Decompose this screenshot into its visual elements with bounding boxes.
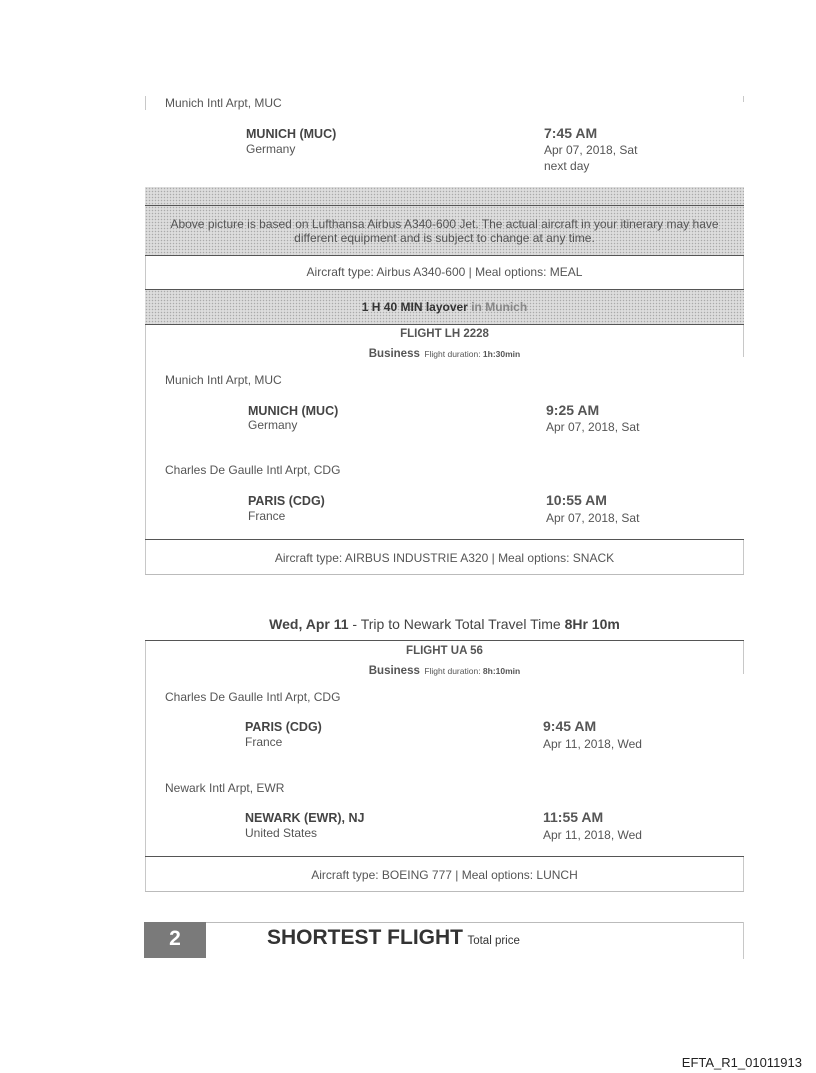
arrival-airport: Munich Intl Arpt, MUC: [165, 96, 282, 110]
layover-duration: 1 H 40 MIN layover: [361, 300, 468, 314]
lh2228-arrival-airport: Charles De Gaulle Intl Arpt, CDG: [165, 463, 341, 477]
option-title[interactable]: [267, 926, 520, 950]
ua56-arrival-date: Apr 11, 2018, Wed: [543, 828, 642, 842]
arrival-time: 7:45 AM: [544, 125, 598, 141]
flight-lh2228-meta: [145, 344, 744, 362]
arrival-next-day-note: next day: [544, 159, 590, 173]
flight-ua56-meta: [145, 661, 744, 679]
layover-text: [145, 300, 744, 314]
flight-lh2228-cabin: Business: [368, 348, 420, 360]
ua56-departure-country: France: [245, 735, 283, 749]
ua56-arrival-city: NEWARK (EWR), NJ: [245, 811, 365, 825]
option-subtitle: Total price: [467, 935, 520, 947]
option-title-text: SHORTEST FLIGHT: [267, 926, 463, 949]
flight-ua56-duration-label: Flight duration:: [424, 666, 483, 676]
layover-location: in Munich: [467, 300, 528, 314]
document-id: EFTA_R1_01011913: [681, 1055, 802, 1070]
ua56-arrival-airport: Newark Intl Arpt, EWR: [165, 781, 285, 795]
flight-lh2228-duration-label: Flight duration:: [424, 349, 483, 359]
arrival-date: Apr 07, 2018, Sat: [544, 143, 638, 157]
flight-lh2228-duration: 1h:30min: [482, 349, 521, 359]
lh2228-departure-country: Germany: [248, 418, 298, 432]
trip-text: - Trip to Newark Total Travel Time: [348, 616, 565, 632]
trip-total-time: 8Hr 10m: [564, 616, 620, 632]
ua56-arrival-time: 11:55 AM: [543, 809, 604, 825]
aircraft-info-a340: Aircraft type: Airbus A340-600 | Meal options: MEAL: [306, 265, 583, 279]
lh2228-departure-city: MUNICH (MUC): [248, 404, 339, 418]
option-number: 2: [169, 927, 181, 950]
lh2228-departure-airport: Munich Intl Arpt, MUC: [165, 373, 282, 387]
ua56-arrival-country: United States: [245, 826, 318, 840]
lh2228-arrival-country: France: [248, 509, 286, 523]
ua56-departure-city: PARIS (CDG): [245, 720, 322, 734]
flight-ua56-number: FLIGHT UA 56: [406, 645, 483, 657]
ua56-departure-airport: Charles De Gaulle Intl Arpt, CDG: [165, 690, 341, 704]
separator-band: [145, 187, 744, 205]
arrival-country: Germany: [246, 142, 296, 156]
lh2228-departure-time: 9:25 AM: [546, 402, 600, 418]
arrival-city: MUNICH (MUC): [246, 127, 337, 141]
trip-header: [145, 616, 744, 632]
aircraft-notice-line1: Above picture is based on Lufthansa Airbus A340-600 Jet. The actual aircraft in your itinerary may have: [170, 217, 719, 231]
flight-ua56-cabin: Business: [368, 665, 420, 677]
ua56-departure-date: Apr 11, 2018, Wed: [543, 737, 642, 751]
option-number-badge: [144, 922, 206, 958]
aircraft-info-b777: Aircraft type: BOEING 777 | Meal options: LUNCH: [311, 868, 578, 882]
lh2228-arrival-date: Apr 07, 2018, Sat: [546, 511, 640, 525]
ua56-departure-time: 9:45 AM: [543, 718, 597, 734]
lh2228-departure-date: Apr 07, 2018, Sat: [546, 420, 640, 434]
trip-date: Wed, Apr 11: [269, 616, 349, 632]
lh2228-arrival-time: 10:55 AM: [546, 492, 607, 508]
flight-ua56-duration: 8h:10min: [482, 666, 521, 676]
aircraft-info-a320: Aircraft type: AIRBUS INDUSTRIE A320 | Meal options: SNACK: [274, 551, 615, 565]
aircraft-notice-line2: different equipment and is subject to change at any time.: [294, 231, 595, 245]
flight-lh2228-number: FLIGHT LH 2228: [400, 328, 489, 340]
lh2228-arrival-city: PARIS (CDG): [248, 494, 325, 508]
